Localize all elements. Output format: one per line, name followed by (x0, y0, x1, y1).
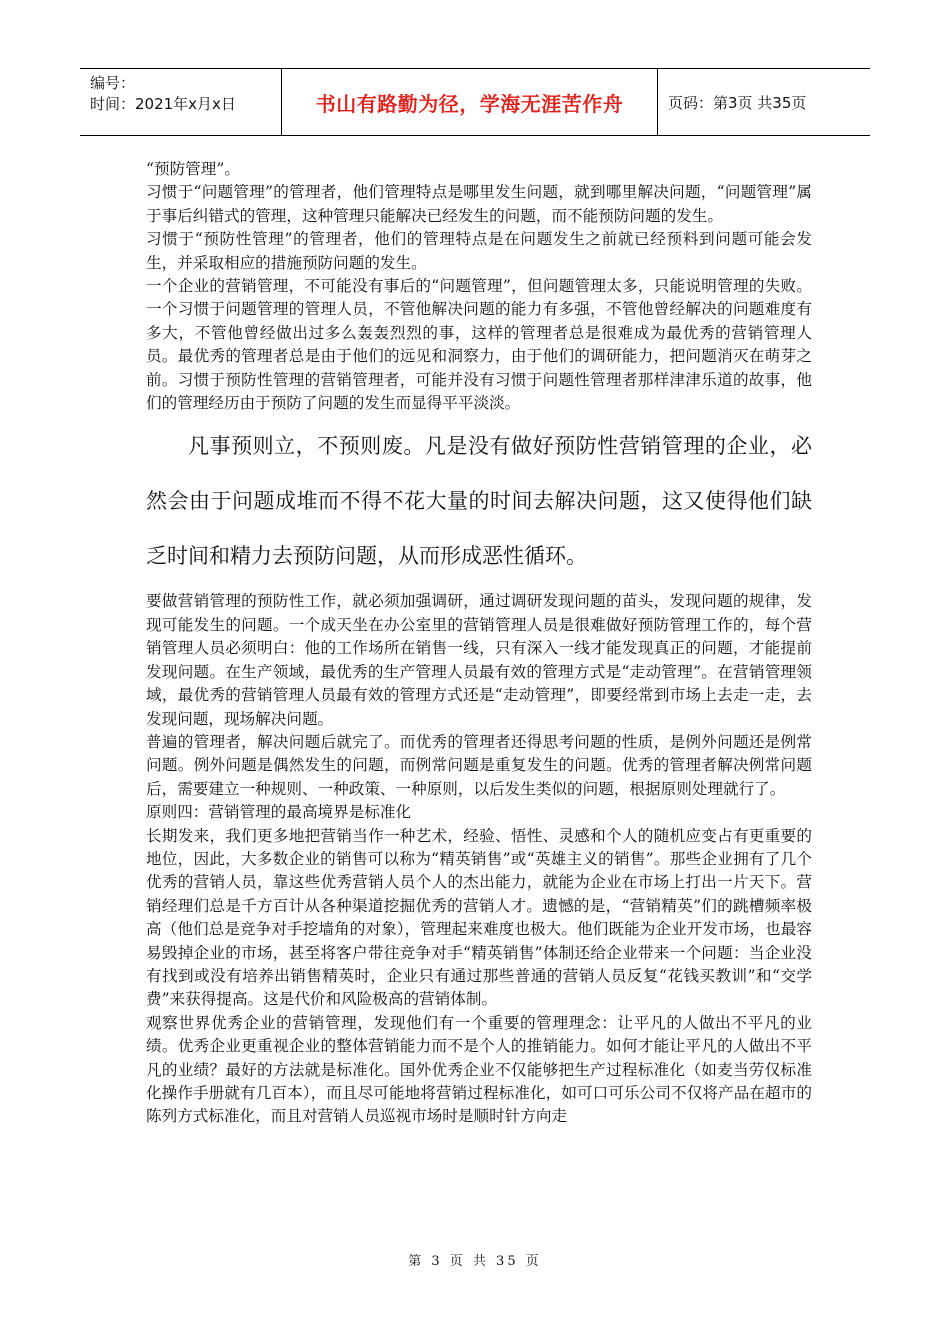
document-code-label: 编号： (90, 74, 136, 92)
header-motto: 书山有路勤为径，学海无涯苦作舟 (315, 91, 624, 116)
paragraph: 普遍的管理者，解决问题后就完了。而优秀的管理者还得思考问题的性质，是例外问题还是例常问题。例外问题是偶然发生的问题，而例常问题是重复发生的问题。优秀的管理者解决例常问题后，需要建立一种规则、一种政策、一种原则，以后发生类似的问题，根据原则处理就行了。 (146, 732, 812, 798)
page-footer: 第 3 页 共 35 页 (408, 1254, 542, 1269)
paragraph: 长期发来，我们更多地把营销当作一种艺术，经验、悟性、灵感和个人的随机应变占有更重要的地位，因此，大多数企业的销售可以称为“精英销售”或“英雄主义的销售”。那些企业拥有了几个优秀的营销人员，靠这些优秀营销人员个人的杰出能力，就能为企业在市场上打出一片天下。营销经理们总是千方百计从各种渠道挖掘优秀的营销人才。遗憾的是，“营销精英”们的跳槽频率极高（他们总是竞争对手挖墙角的对象），管理起来难度也极大。他们既能为企业开发市场，也最容易毁掉企业的市场，甚至将客户带往竞争对手“精英销售”体制还给企业带来一个问题：当企业没有找到或没有培养出销售精英时，企业只有通过那些普通的营销人员反复“花钱买教训”和“交学费”来获得提高。这是代价和风险极高的营销体制。 (146, 826, 812, 1009)
paragraph: 要做营销管理的预防性工作，就必须加强调研，通过调研发现问题的苗头，发现问题的规律，发现可能发生的问题。一个成天坐在办公室里的营销管理人员是很难做好预防管理工作的，每个营销管理人员必须明白：他的工作场所在销售一线，只有深入一线才能发现真正的问题，才能提前发现问题。在生产领域，最优秀的生产管理人员最有效的管理方式是“走动管理”。在营销管理领域，最优秀的营销管理人员最有效的管理方式还是“走动管理”，即要经常到市场上去走一走，去发现问题，现场解决问题。 (146, 592, 812, 728)
paragraph: 一个企业的营销管理，不可能没有事后的“问题管理”，但问题管理太多，只能说明管理的失败。一个习惯于问题管理的管理人员，不管他解决问题的能力有多强，不管他曾经解决的问题难度有多大，不管他曾经做出过多么轰轰烈烈的事，这样的管理者总是很难成为最优秀的营销管理人员。最优秀的管理者总是由于他们的远见和洞察力，由于他们的调研能力，把问题消灭在萌芽之前。习惯于预防性管理的营销管理者，可能并没有习惯于问题性管理者那样津津乐道的故事，他们的管理经历由于预防了问题的发生而显得平平淡淡。 (146, 277, 812, 413)
paragraph: 习惯于“预防性管理”的管理者，他们的管理特点是在问题发生之前就已经预料到问题可能会发生，并采取相应的措施预防问题的发生。 (146, 230, 812, 272)
emphasis-paragraph: 凡事预则立，不预则废。凡是没有做好预防性营销管理的企业，必然会由于问题成堆而不得不花大量的时间去解决问题，这又使得他们缺乏时间和精力去预防问题，从而形成恶性循环。 (146, 434, 812, 569)
header-motto-cell (282, 69, 658, 135)
document-time-label: 时间：2021年x月x日 (90, 95, 236, 113)
header-meta-cell (80, 69, 282, 135)
header-page-info: 页码：第3页 共35页 (668, 93, 807, 112)
document-body (146, 158, 812, 1129)
page-header (80, 68, 870, 136)
paragraph: 观察世界优秀企业的营销管理，发现他们有一个重要的管理理念：让平凡的人做出不平凡的业绩。优秀企业更重视企业的整体营销能力而不是个人的推销能力。如何才能让平凡的人做出不平凡的业绩？最好的方法就是标准化。国外优秀企业不仅能够把生产过程标准化（如麦当劳仅标准化操作手册就有几百本），而且尽可能地将营销过程标准化，如可口可乐公司不仅将产品在超市的陈列方式标准化，而且对营销人员巡视市场时是顺时针方向走 (146, 1013, 812, 1126)
paragraph: “预防管理”。 (146, 160, 240, 178)
paragraph: 习惯于“问题管理”的管理者，他们管理特点是哪里发生问题，就到哪里解决问题，“问题管理”属于事后纠错式的管理，这种管理只能解决已经发生的问题，而不能预防问题的发生。 (146, 183, 812, 225)
section-heading: 原则四：营销管理的最高境界是标准化 (146, 803, 412, 822)
header-page-cell (658, 69, 870, 135)
